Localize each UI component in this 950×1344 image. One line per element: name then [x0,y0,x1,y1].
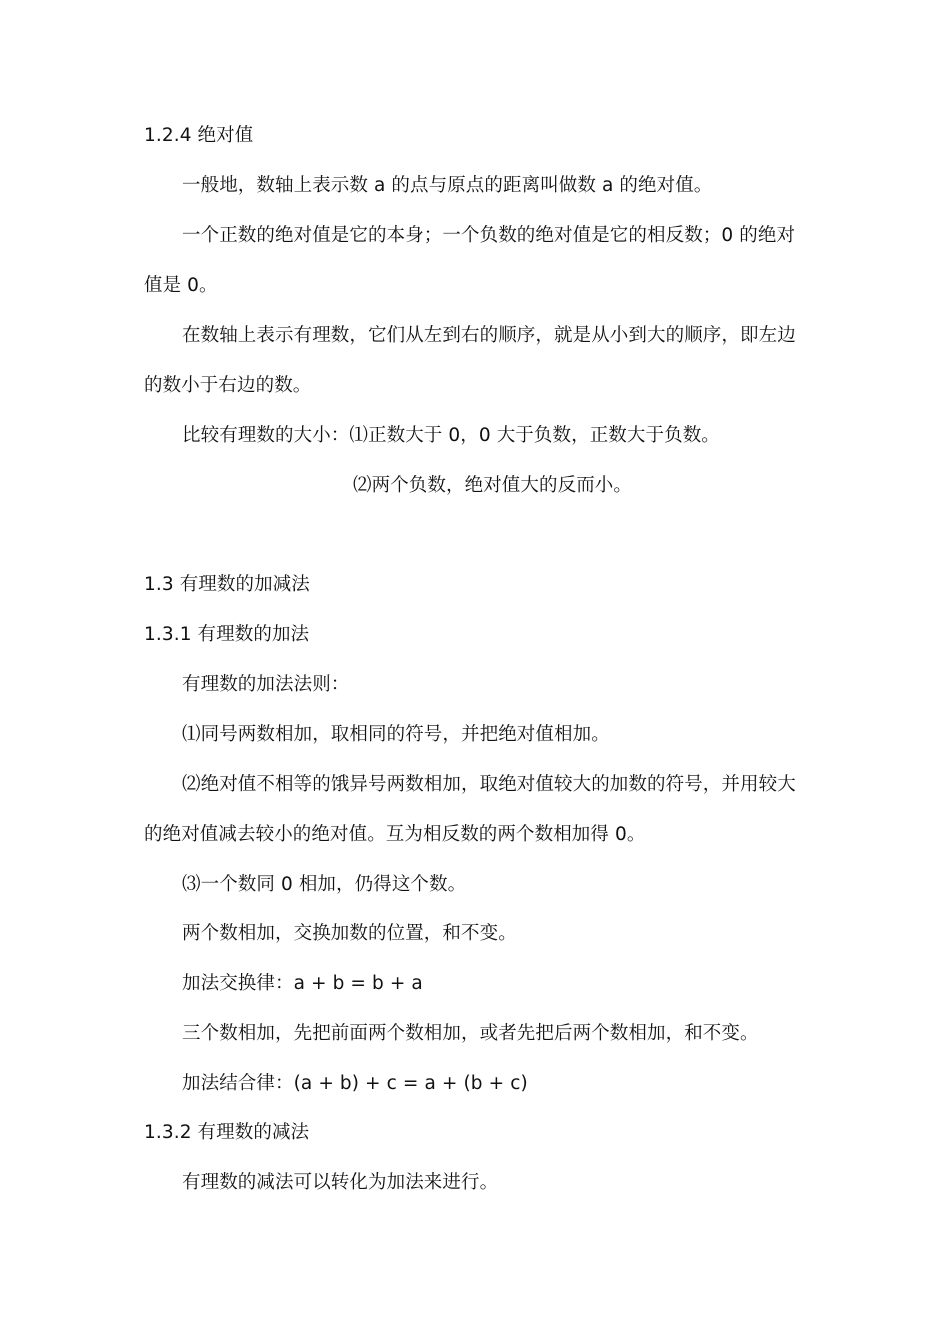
paragraph-addition-rules-title: 有理数的加法法则： [182,674,350,695]
paragraph-commutative-law: 加法交换律：a + b = b + a [182,973,423,994]
paragraph-commutative-description: 两个数相加，交换加数的位置，和不变。 [182,923,517,944]
paragraph-absolute-value-definition: 一般地，数轴上表示数 a 的点与原点的距离叫做数 a 的绝对值。 [182,175,713,196]
paragraph-addition-rule-2-cont: 的绝对值减去较小的绝对值。互为相反数的两个数相加得 0。 [144,824,646,845]
heading-1-3-1: 1.3.1 有理数的加法 [144,624,310,645]
paragraph-number-line-order-cont: 的数小于右边的数。 [144,375,312,396]
paragraph-addition-rule-3: ⑶一个数同 0 相加，仍得这个数。 [182,874,467,895]
paragraph-absolute-value-rule: 一个正数的绝对值是它的本身；一个负数的绝对值是它的相反数；0 的绝对 [182,225,796,246]
paragraph-addition-rule-2: ⑵绝对值不相等的饿异号两数相加，取绝对值较大的加数的符号，并用较大 [182,774,796,795]
paragraph-subtraction-rule: 有理数的减法可以转化为加法来进行。 [182,1172,499,1193]
paragraph-associative-law: 加法结合律：(a + b) + c = a + (b + c) [182,1073,528,1094]
heading-1-3: 1.3 有理数的加减法 [144,574,310,595]
paragraph-compare-rule-1: 比较有理数的大小：⑴正数大于 0，0 大于负数，正数大于负数。 [182,425,720,446]
paragraph-associative-description: 三个数相加，先把前面两个数相加，或者先把后两个数相加，和不变。 [182,1023,759,1044]
paragraph-addition-rule-1: ⑴同号两数相加，取相同的符号，并把绝对值相加。 [182,724,610,745]
heading-1-3-2: 1.3.2 有理数的减法 [144,1122,310,1143]
paragraph-number-line-order: 在数轴上表示有理数，它们从左到右的顺序，就是从小到大的顺序，即左边 [182,325,796,346]
paragraph-compare-rule-2: ⑵两个负数，绝对值大的反而小。 [353,475,633,496]
heading-1-2-4: 1.2.4 绝对值 [144,125,254,146]
paragraph-absolute-value-rule-cont: 值是 0。 [144,275,218,296]
